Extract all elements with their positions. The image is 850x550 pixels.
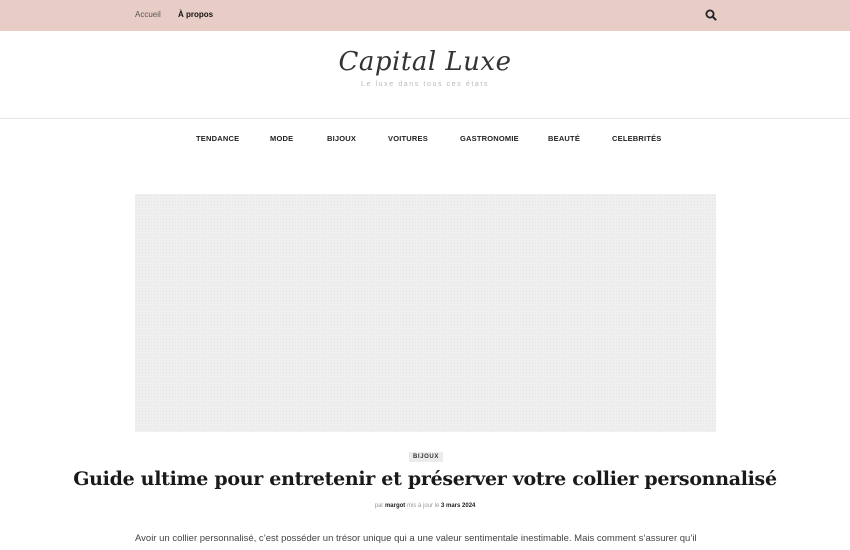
nav-item-gastronomie[interactable]: GASTRONOMIE bbox=[460, 134, 519, 143]
nav-item-tendance[interactable]: TENDANCE bbox=[196, 134, 240, 143]
nav-item-celebrites[interactable]: CELEBRITÉS bbox=[612, 134, 662, 143]
post-meta bbox=[0, 503, 850, 509]
nav-item-mode[interactable]: MODE bbox=[270, 134, 294, 143]
nav-item-bijoux[interactable]: BIJOUX bbox=[327, 134, 357, 143]
site-tagline: Le luxe dans tous ces états bbox=[360, 81, 490, 88]
site-logo[interactable]: Capital Luxe bbox=[338, 47, 512, 77]
search-icon[interactable] bbox=[704, 8, 718, 22]
meta-by: par bbox=[374, 503, 384, 509]
featured-image[interactable] bbox=[135, 194, 716, 432]
top-link-about[interactable]: À propos bbox=[178, 10, 214, 19]
meta-updated: mis à jour le bbox=[406, 503, 440, 509]
top-link-home[interactable]: Accueil bbox=[135, 10, 161, 19]
nav-item-beaute[interactable]: BEAUTÉ bbox=[548, 134, 581, 143]
main-nav bbox=[0, 119, 850, 159]
post-excerpt: Avoir un collier personnalisé, c’est posséder un trésor unique qui a une valeur sentimentale inestimable. Mais comment s’assurer qu’il bbox=[135, 533, 697, 544]
nav-item-voitures[interactable]: VOITURES bbox=[388, 134, 428, 143]
category-badge[interactable]: BIJOUX bbox=[409, 452, 443, 462]
post-date: 3 mars 2024 bbox=[441, 503, 476, 509]
top-bar bbox=[0, 0, 850, 31]
post-author[interactable]: margot bbox=[384, 503, 406, 509]
post-title: Guide ultime pour entretenir et préserver votre collier personnalisé bbox=[73, 468, 777, 490]
site-header bbox=[0, 31, 850, 119]
